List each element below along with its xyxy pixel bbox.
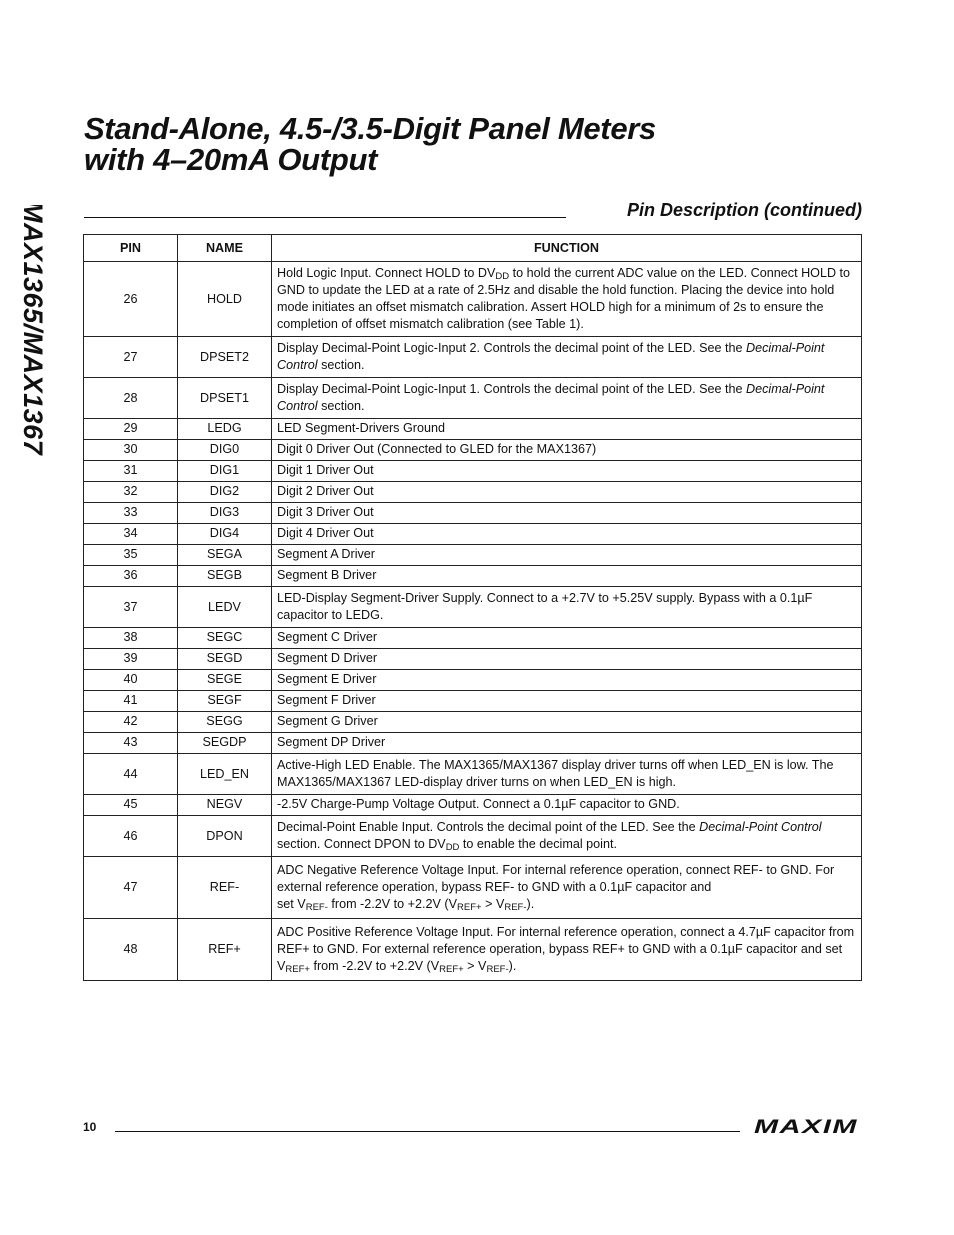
pin-name: REF+ [178, 919, 272, 981]
pin-number: 30 [84, 440, 178, 461]
header-function: FUNCTION [272, 235, 862, 262]
footer-rule [115, 1131, 740, 1132]
table-row [84, 503, 862, 524]
pin-name: SEGC [178, 628, 272, 649]
pin-function: -2.5V Charge-Pump Voltage Output. Connect a 0.1µF capacitor to GND. [272, 795, 862, 816]
pin-number: 32 [84, 482, 178, 503]
pin-number: 35 [84, 545, 178, 566]
table-row [84, 337, 862, 378]
pin-number: 47 [84, 857, 178, 919]
section-heading [84, 199, 862, 221]
pin-name: DPSET1 [178, 378, 272, 419]
pin-function: Digit 1 Driver Out [272, 461, 862, 482]
pin-function: Digit 3 Driver Out [272, 503, 862, 524]
table-row [84, 440, 862, 461]
pin-name: SEGF [178, 691, 272, 712]
pin-name: LEDG [178, 419, 272, 440]
side-part-number-svg [16, 205, 76, 525]
pin-function: Display Decimal-Point Logic-Input 1. Controls the decimal point of the LED. See the Decimal-Point Control section. [272, 378, 862, 419]
pin-function: Display Decimal-Point Logic-Input 2. Controls the decimal point of the LED. See the Decimal-Point Control section. [272, 337, 862, 378]
page-title [84, 113, 884, 175]
table-row [84, 545, 862, 566]
table-row [84, 816, 862, 857]
pin-description-table [83, 234, 862, 981]
pin-function: Segment A Driver [272, 545, 862, 566]
pin-name: REF- [178, 857, 272, 919]
pin-number: 41 [84, 691, 178, 712]
pin-function: Segment E Driver [272, 670, 862, 691]
pin-function: Digit 4 Driver Out [272, 524, 862, 545]
maxim-logo-text: MAXIM [754, 1118, 859, 1136]
table-row [84, 754, 862, 795]
pin-function: LED Segment-Drivers Ground [272, 419, 862, 440]
pin-name: DPSET2 [178, 337, 272, 378]
pin-function: Active-High LED Enable. The MAX1365/MAX1367 display driver turns off when LED_EN is low. The MAX1365/MAX1367 LED-display driver turns on when LED_EN is high. [272, 754, 862, 795]
pin-number: 38 [84, 628, 178, 649]
pin-number: 37 [84, 587, 178, 628]
pin-number: 44 [84, 754, 178, 795]
side-part-number-label [16, 205, 76, 525]
pin-function: LED-Display Segment-Driver Supply. Connect to a +2.7V to +5.25V supply. Bypass with a 0.1µF capacitor to LEDG. [272, 587, 862, 628]
table-row [84, 419, 862, 440]
table-row [84, 628, 862, 649]
header-pin: PIN [84, 235, 178, 262]
section-heading-rule [84, 217, 566, 218]
pin-function: Decimal-Point Enable Input. Controls the decimal point of the LED. See the Decimal-Point Control section. Connect DPON to $DV_{DD}$ to enable the decimal point. [272, 816, 862, 857]
page-title-line-2: with 4–20mA Output [84, 142, 378, 177]
pin-name: LEDV [178, 587, 272, 628]
pin-name: DIG4 [178, 524, 272, 545]
pin-number: 43 [84, 733, 178, 754]
pin-number: 48 [84, 919, 178, 981]
page-footer [83, 1118, 862, 1138]
table-row [84, 919, 862, 981]
table-row [84, 524, 862, 545]
pin-function: Segment F Driver [272, 691, 862, 712]
pin-name: NEGV [178, 795, 272, 816]
table-row [84, 670, 862, 691]
pin-function: Segment D Driver [272, 649, 862, 670]
pin-number: 42 [84, 712, 178, 733]
table-row [84, 712, 862, 733]
pin-name: DIG3 [178, 503, 272, 524]
pin-number: 46 [84, 816, 178, 857]
pin-name: LED_EN [178, 754, 272, 795]
pin-name: SEGD [178, 649, 272, 670]
pin-name: DIG0 [178, 440, 272, 461]
pin-name: SEGA [178, 545, 272, 566]
table-row [84, 461, 862, 482]
pin-name: SEGB [178, 566, 272, 587]
pin-function: Hold Logic Input. Connect HOLD to $DV_{DD}$ to hold the current ADC value on the LED. Connect HOLD to GND to update the LED at a rate of 2.5Hz and disable the hold function. Placing the device into hold mode initiates an offset mismatch calibration. Assert HOLD high for a minimum of 2s to ensure the completion of offset mismatch calibration (see Table 1). [272, 262, 862, 337]
maxim-logo [754, 1118, 860, 1136]
table-header-row [84, 235, 862, 262]
pin-name: SEGG [178, 712, 272, 733]
pin-number: 33 [84, 503, 178, 524]
pin-function: ADC Positive Reference Voltage Input. For internal reference operation, connect a 4.7µF capacitor from REF+ to GND. For external reference operation, bypass REF+ to GND with a 0.1µF capacitor and set $V_{REF+}$ from -2.2V to +2.2V $(V_{REF+} > V_{REF-})$. [272, 919, 862, 981]
pin-number: 29 [84, 419, 178, 440]
pin-function: Digit 0 Driver Out (Connected to GLED for the MAX1367) [272, 440, 862, 461]
pin-number: 40 [84, 670, 178, 691]
table-row [84, 262, 862, 337]
table-row [84, 482, 862, 503]
table-row [84, 795, 862, 816]
pin-number: 26 [84, 262, 178, 337]
pin-name: DPON [178, 816, 272, 857]
table-row [84, 587, 862, 628]
table-row [84, 649, 862, 670]
pin-name: DIG2 [178, 482, 272, 503]
table-row [84, 691, 862, 712]
pin-number: 31 [84, 461, 178, 482]
pin-function: Segment C Driver [272, 628, 862, 649]
side-part-number-text: MAX1365/MAX1367 [18, 205, 48, 456]
pin-number: 45 [84, 795, 178, 816]
pin-name: SEGE [178, 670, 272, 691]
pin-number: 39 [84, 649, 178, 670]
pin-name: HOLD [178, 262, 272, 337]
table-row [84, 733, 862, 754]
pin-function: Digit 2 Driver Out [272, 482, 862, 503]
pin-number: 27 [84, 337, 178, 378]
pin-number: 34 [84, 524, 178, 545]
pin-name: DIG1 [178, 461, 272, 482]
pin-name: SEGDP [178, 733, 272, 754]
pin-function: Segment G Driver [272, 712, 862, 733]
pin-number: 36 [84, 566, 178, 587]
pin-function: Segment DP Driver [272, 733, 862, 754]
section-heading-text: Pin Description (continued) [626, 200, 862, 220]
page-title-line-1: Stand-Alone, 4.5-/3.5-Digit Panel Meters [84, 111, 656, 146]
pin-function: Segment B Driver [272, 566, 862, 587]
pin-number: 28 [84, 378, 178, 419]
pin-function: ADC Negative Reference Voltage Input. For internal reference operation, connect REF- to GND. For external reference operation, bypass REF- to GND with a 0.1µF capacitor and set $V_{REF-}$ from -2.2V to +2.2V $(V_{REF+} > V_{REF-})$. [272, 857, 862, 919]
page-number: 10 [83, 1120, 97, 1134]
header-name: NAME [178, 235, 272, 262]
table-row [84, 566, 862, 587]
table-row [84, 857, 862, 919]
table-row [84, 378, 862, 419]
